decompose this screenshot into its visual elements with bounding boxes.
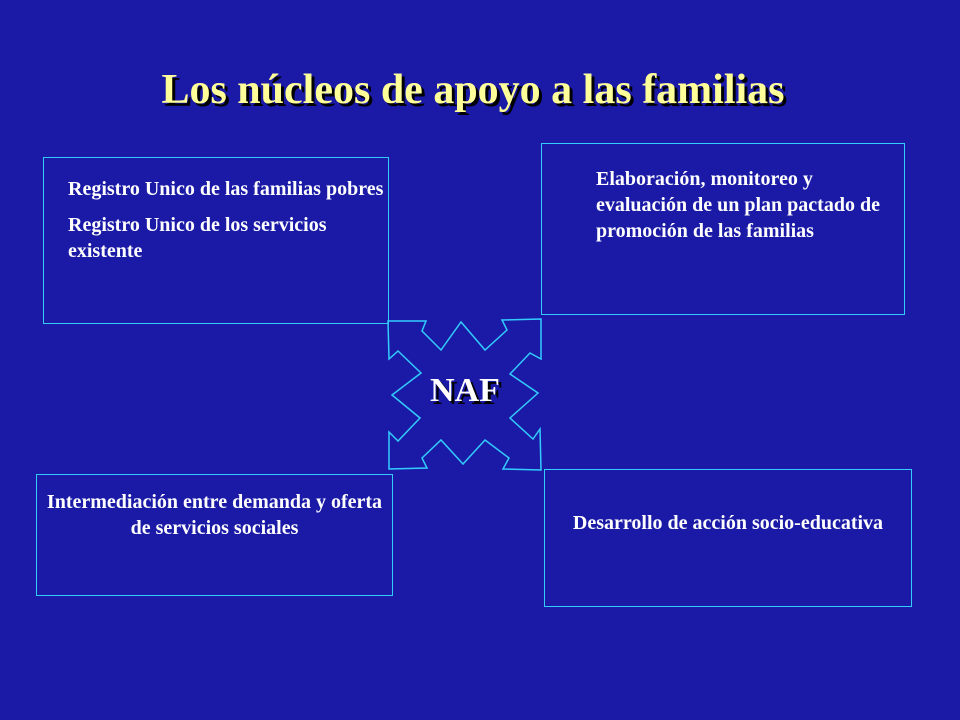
box-registro-familias-text: Registro Unico de las familias pobres [68,178,384,200]
slide-title: Los núcleos de apoyo a las familias [161,67,785,113]
box-accion-socioeducativa-text: Desarrollo de acción socio-educativa [572,512,884,534]
box-plan-promocion-text: Elaboración, monitoreo y evaluación de un plan pactado de promoción de las familias [596,168,880,242]
box-registro-servicios-text: Registro Unico de los servicios existente [68,214,327,262]
box-intermediacion-text: Intermediación entre demanda y oferta de servicios sociales [46,491,383,539]
naf-label: NAF [430,372,500,409]
